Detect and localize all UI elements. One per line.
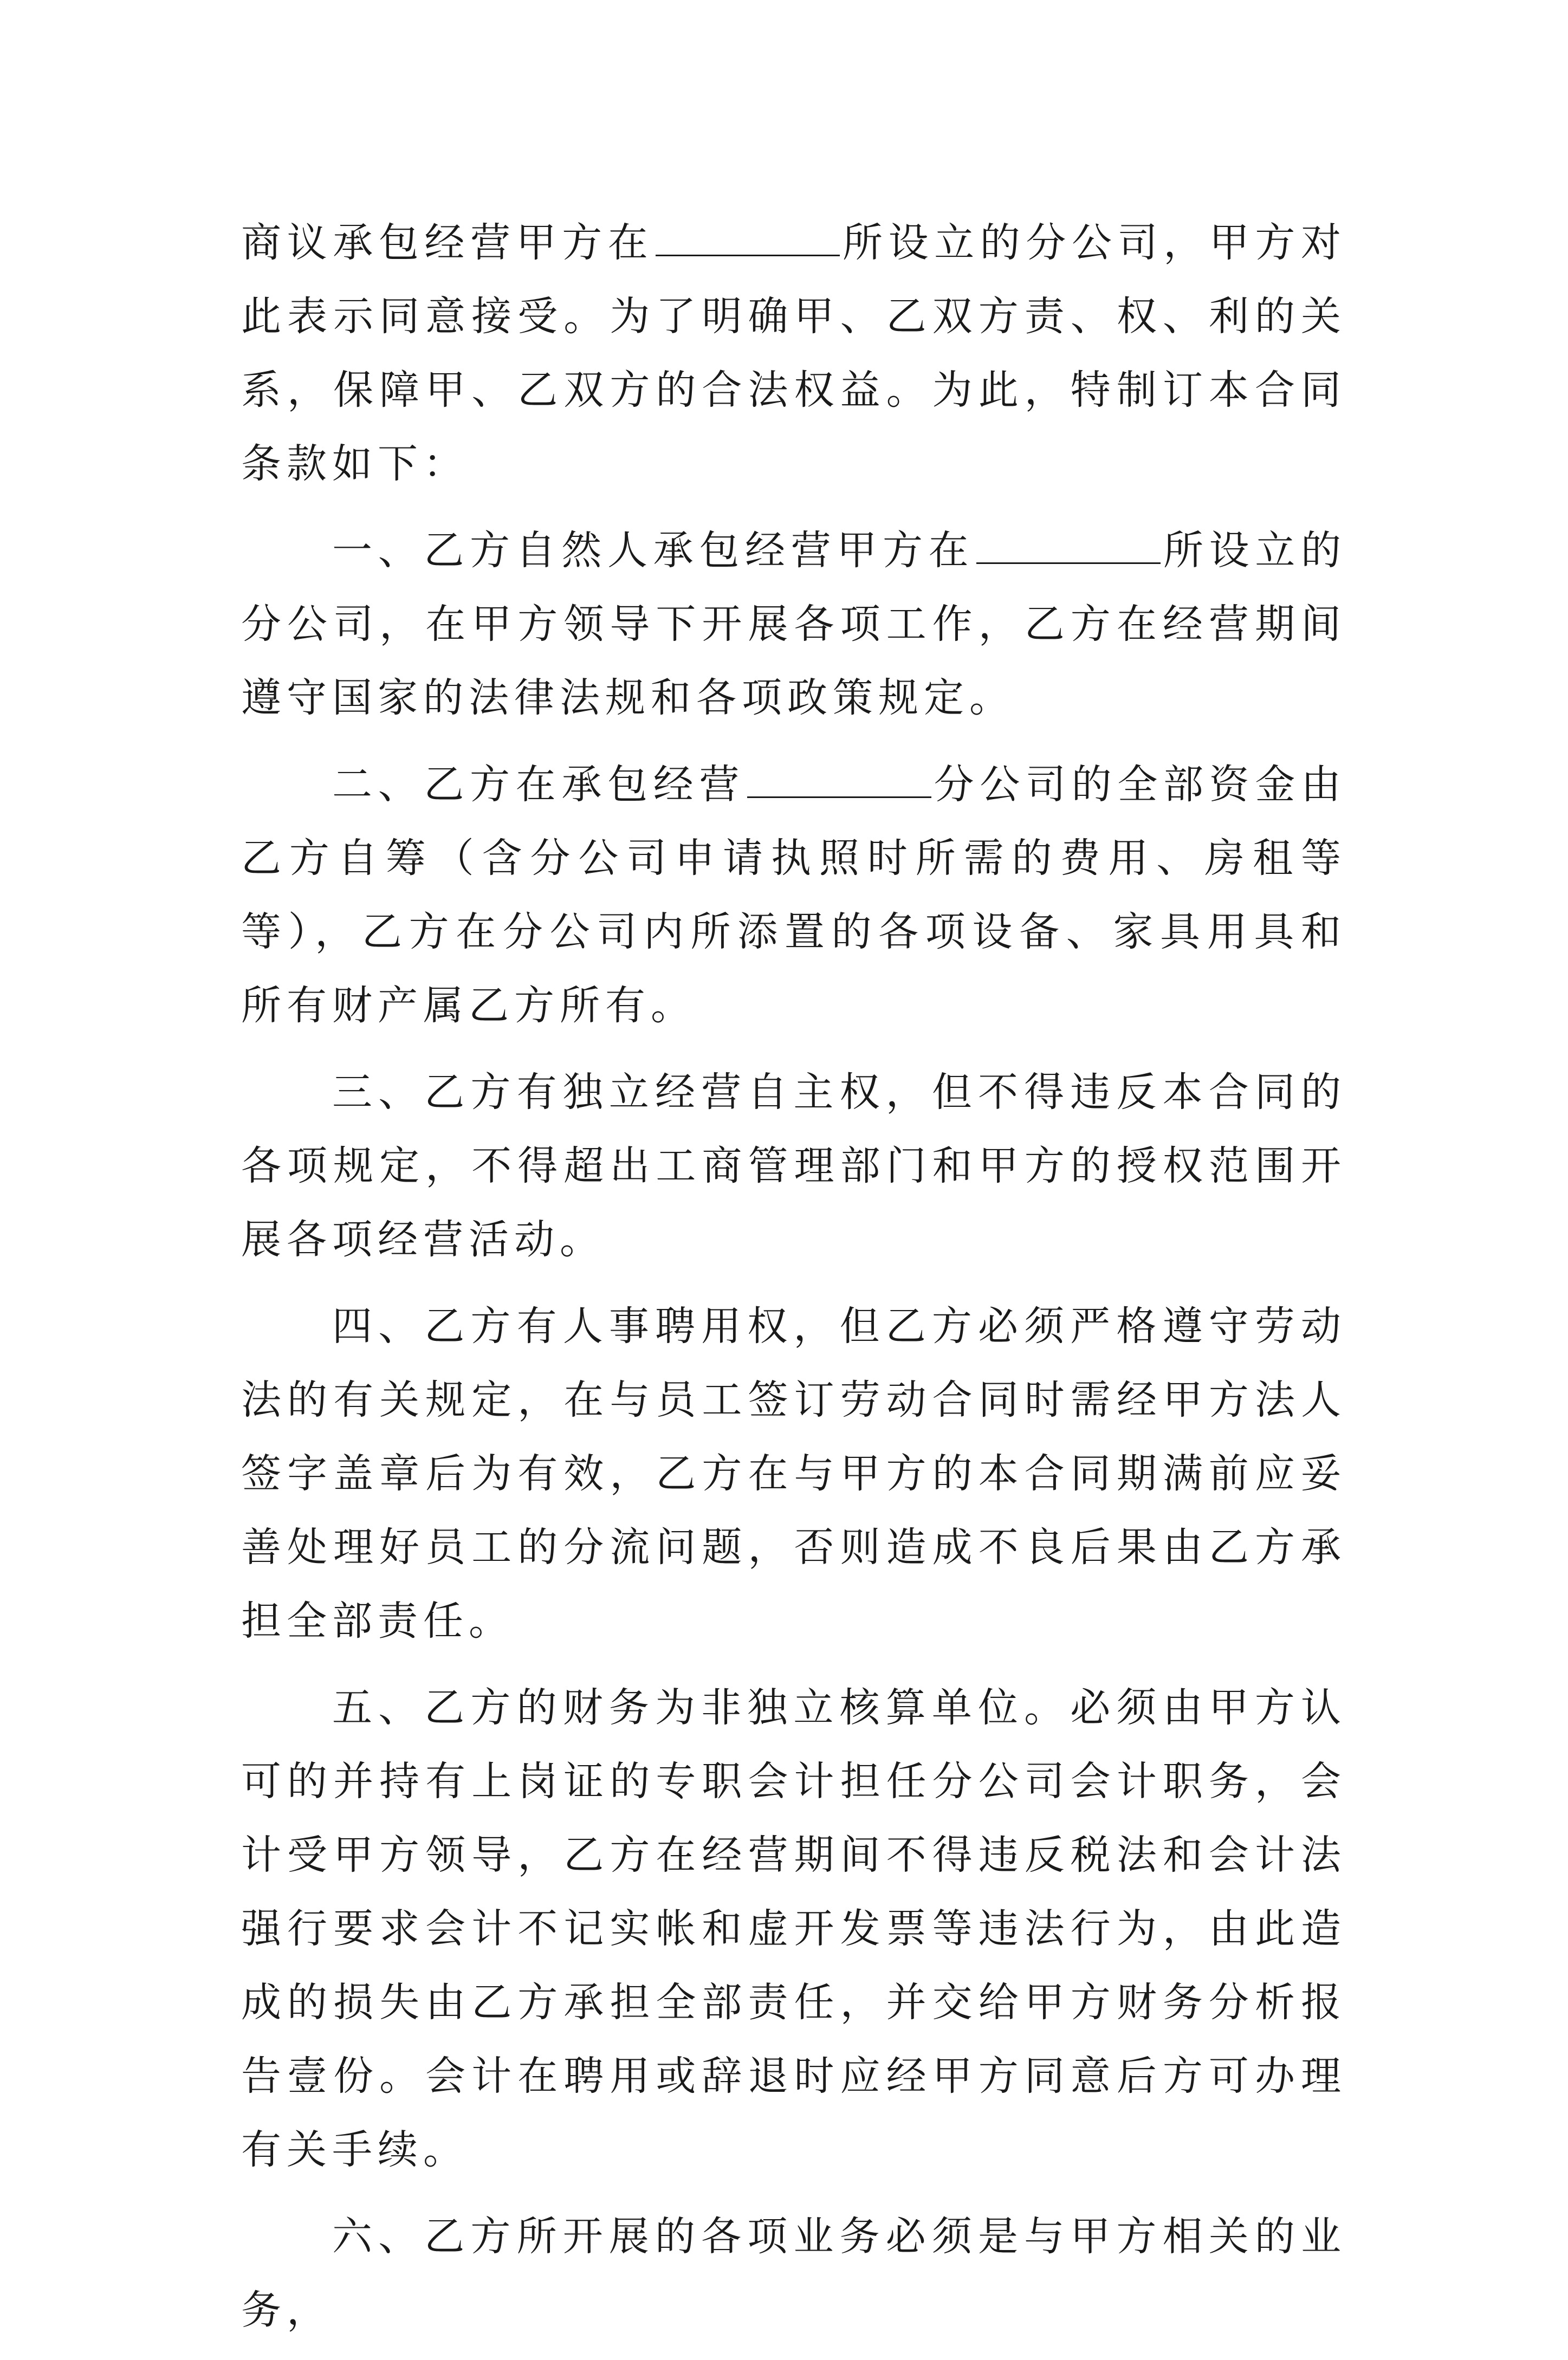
paragraph-preamble (241, 206, 1346, 501)
blank-line-location (656, 254, 840, 256)
preamble-text-start: 商议承包经营甲方在 (241, 219, 654, 266)
paragraph-clause-6: 六、乙方所开展的各项业务必须是与甲方相关的业务， (241, 2213, 1346, 2333)
paragraph-clause-5: 五、乙方的财务为非独立核算单位。必须由甲方认可的并持有上岗证的专职会计担任分公司会计职务，会计受甲方领导，乙方在经营期间不得违反税法和会计法强行要求会计不记实帐和虚开发票等违法行为，由此造成的损失由乙方承担全部责任，并交给甲方财务分析报告壹份。会计在聘用或辞退时应经甲方同意后方可办理有关手续。 (241, 1684, 1346, 2173)
paragraph-clause-2 (241, 748, 1346, 1042)
contract-body (241, 206, 1346, 2360)
clause-2-text-start: 二、乙方在承包经营 (332, 761, 745, 808)
paragraph-clause-1 (241, 514, 1346, 735)
blank-line-location (976, 562, 1161, 564)
paragraph-clause-3: 三、乙方有独立经营自主权，但不得违反本合同的各项规定，不得超出工商管理部门和甲方的授权范围开展各项经营活动。 (241, 1069, 1346, 1263)
preamble-text-end: 所设立的分公司，甲方对此表示同意接受。为了明确甲、乙双方责、权、利的关系，保障甲、乙双方的合法权益。为此，特制订本合同条款如下： (241, 219, 1347, 487)
clause-1-text-start: 一、乙方自然人承包经营甲方在 (332, 527, 975, 574)
paragraph-clause-4: 四、乙方有人事聘用权，但乙方必须严格遵守劳动法的有关规定，在与员工签订劳动合同时需经甲方法人签字盖章后为有效，乙方在与甲方的本合同期满前应妥善处理好员工的分流问题，否则造成不良后果由乙方承担全部责任。 (241, 1303, 1346, 1644)
blank-line-branch-name (747, 796, 931, 798)
clause-1-text-end: 所设立的分公司，在甲方领导下开展各项工作，乙方在经营期间遵守国家的法律法规和各项政策规定。 (241, 527, 1347, 721)
clause-2-text-end: 分公司的全部资金由乙方自筹（含分公司申请执照时所需的费用、房租等等），乙方在分公司内所添置的各项设备、家具用具和所有财产属乙方所有。 (241, 761, 1346, 1029)
